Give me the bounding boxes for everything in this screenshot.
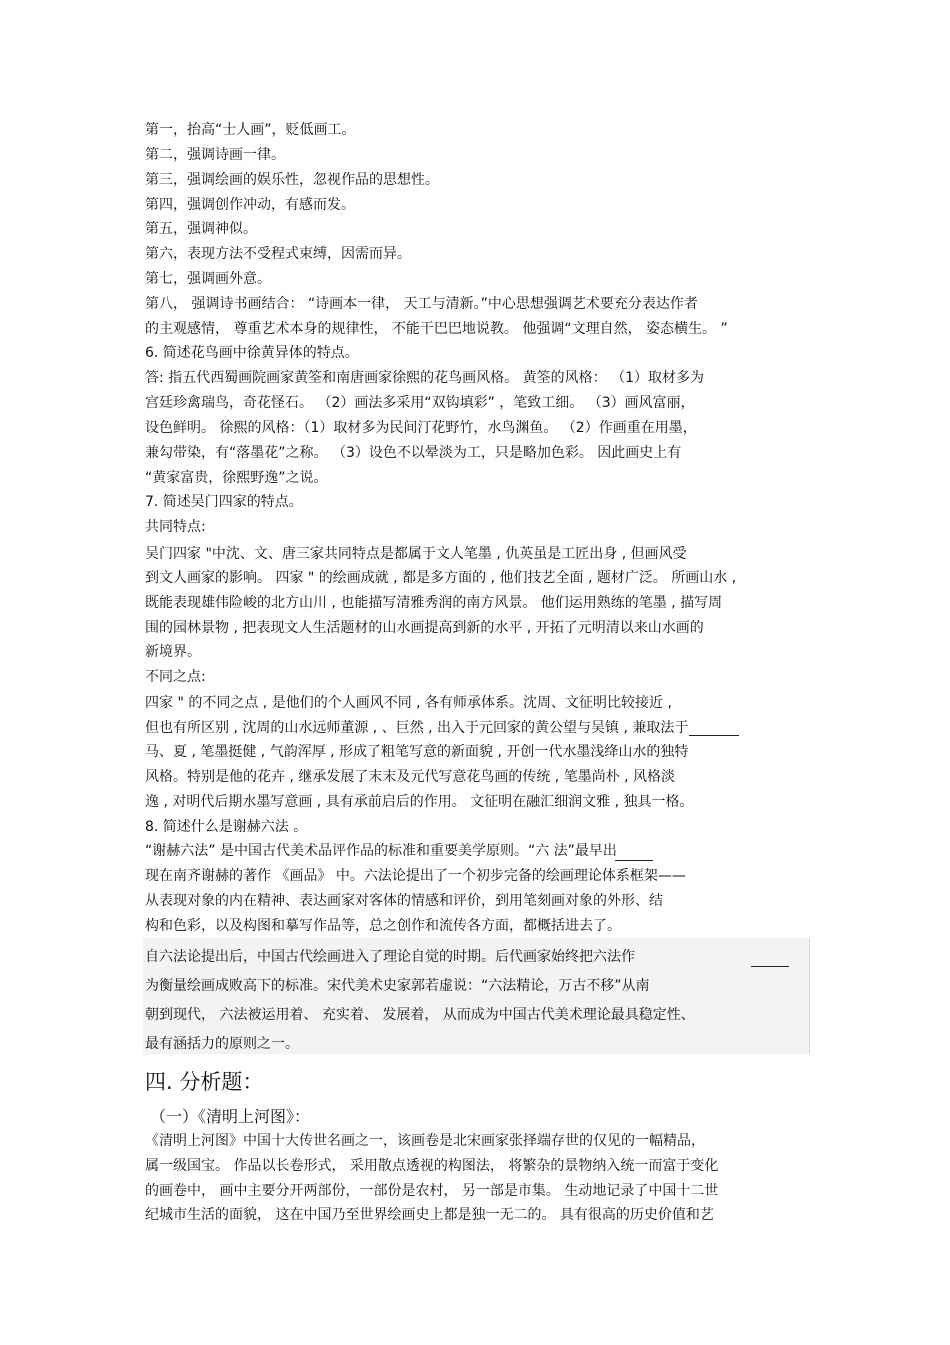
- text-line: 为衡量绘画成败高下的标准。宋代美术史家郭若虚说：“六法精论，万古不移”从南: [145, 978, 650, 994]
- text-line: 第五，强调神似。: [145, 221, 257, 237]
- text-line: 共同特点:: [145, 519, 206, 535]
- text-line: 第八， 强调诗书画结合： “诗画本一律， 天工与清新。”中心思想强调艺术要充分表达作者: [145, 296, 698, 312]
- text-line: 新境界。: [145, 644, 201, 660]
- text-line: 自六法论提出后，中国古代绘画进入了理论自觉的时期。后代画家始终把六法作: [145, 949, 635, 965]
- text-line: 风格。特别是他的花卉 , 继承发展了末末及元代写意花鸟画的传统 , 笔墨尚朴 , 风格淡: [145, 769, 676, 785]
- text-line: 逸 , 对明代后期水墨写意画 , 具有承前启后的作用。 文征明在融汇细润文雅 , 独具一格。: [145, 794, 694, 810]
- text-line: 7. 简述吴门四家的特点。: [145, 494, 303, 510]
- text-line: 但也有所区别 , 沈周的山水远师董源 , 、巨然 , 出入于元回家的黄公望与吴镇 , 兼取法于: [145, 720, 689, 736]
- subsection-heading-qingming: （一）《清明上河图》：: [150, 1107, 311, 1126]
- text-line: 第一，抬高“士人画”，贬低画工。: [145, 122, 356, 138]
- text-line: “谢赫六法” 是中国古代美术品评作品的标准和重要美学原则。“六 法”最早出: [145, 843, 617, 859]
- text-line: 吴门四家 "中沈、文、唐三家共同特点是都属于文人笔墨 , 仇英虽是工匠出身 , 但画风受: [145, 546, 687, 562]
- text-line: 马、夏 , 笔墨挺健 , 气韵浑厚 , 形成了粗笔写意的新面貌 , 开创一代水墨浅绛山水的独特: [145, 744, 689, 760]
- text-line: 既能表现雄伟险峻的北方山川 , 也能描写清雅秀润的南方风景。 他们运用熟练的笔墨 , 描写周: [145, 595, 723, 611]
- text-line: 属一级国宝。 作品以长卷形式， 采用散点透视的构图法， 将繁杂的景物纳入统一而富于变化: [145, 1158, 719, 1174]
- text-line: 第六，表现方法不受程式束缚，因需而异。: [145, 246, 411, 262]
- text-line: 纪城市生活的面貌， 这在中国乃至世界绘画史上都是独一无二的。 具有很高的历史价值和艺: [145, 1207, 714, 1223]
- text-line: 到文人画家的影响。 四家 " 的绘画成就 , 都是多方面的 , 他们技艺全面 , 题材广泛。 所画山水 ,: [145, 570, 737, 586]
- text-line: 四家 " 的不同之点 , 是他们的个人画风不同 , 各有师承体系。沈周、文征明比较接近 ,: [145, 695, 672, 711]
- text-line: 构和色彩，以及构图和摹写作品等，总之创作和流传各方面，都概括进去了。: [145, 918, 621, 934]
- text-line: 第七，强调画外意。: [145, 271, 271, 287]
- text-line: 现在南齐谢赫的著作 《画品》 中。六法论提出了一个初步完备的绘画理论体系框架——: [145, 868, 686, 884]
- text-line: 6. 简述花鸟画中徐黄异体的特点。: [145, 345, 359, 361]
- text-line: 第三，强调绘画的娱乐性，忽视作品的思想性。: [145, 172, 439, 188]
- text-line: 最有涵括力的原则之一。: [145, 1036, 299, 1052]
- text-line: 从表现对象的内在精神、表达画家对客体的情感和评价，到用笔刻画对象的外形、结: [145, 893, 663, 909]
- text-line: 第四，强调创作冲动，有感而发。: [145, 197, 355, 213]
- text-line: 的画卷中， 画中主要分开两部份，一部份是农村， 另一部是市集。 生动地记录了中国十二世: [145, 1183, 719, 1199]
- text-line: 设色鲜明。 徐熙的风格：（1）取材多为民间汀花野竹，水鸟渊鱼。 （2）作画重在用墨，: [145, 420, 697, 436]
- text-line: 围的园林景物 , 把表现文人生活题材的山水画提高到新的水平 , 开拓了元明清以来山水画的: [145, 620, 704, 636]
- text-line: 朝到现代， 六法被运用着、 充实着、 发展着， 从而成为中国古代美术理论最具稳定性、: [145, 1007, 695, 1023]
- section-heading-analysis: 四. 分析题：: [145, 1070, 264, 1094]
- blank-underline: [689, 735, 739, 736]
- text-line: 宫廷珍禽瑞鸟，奇花怪石。 （2）画法多采用“双钩填彩” ，笔致工细。 （3）画风富丽，: [145, 395, 695, 411]
- text-line: 第二，强调诗画一律。: [145, 147, 285, 163]
- blank-underline: [751, 966, 789, 967]
- blank-underline: [615, 860, 653, 861]
- text-line: 兼勾带染，有“落墨花”之称。 （3）设色不以晕淡为工，只是略加色彩。 因此画史上有: [145, 445, 682, 461]
- text-line: 答: 指五代西蜀画院画家黄筌和南唐画家徐熙的花鸟画风格。 黄筌的风格： （1）取材多为: [145, 370, 704, 386]
- text-line: “黄家富贵，徐熙野逸”之说。: [145, 470, 328, 486]
- text-line: 不同之点:: [145, 669, 206, 685]
- text-line: 《清明上河图》中国十大传世名画之一，该画卷是北宋画家张择端存世的仅见的一幅精品，: [145, 1133, 705, 1149]
- text-line: 的主观感情， 尊重艺术本身的规律性， 不能干巴巴地说教。 他强调“文理自然， 姿态横生。 ”: [145, 321, 728, 337]
- text-line: 8. 简述什么是谢赫六法 。: [145, 819, 308, 835]
